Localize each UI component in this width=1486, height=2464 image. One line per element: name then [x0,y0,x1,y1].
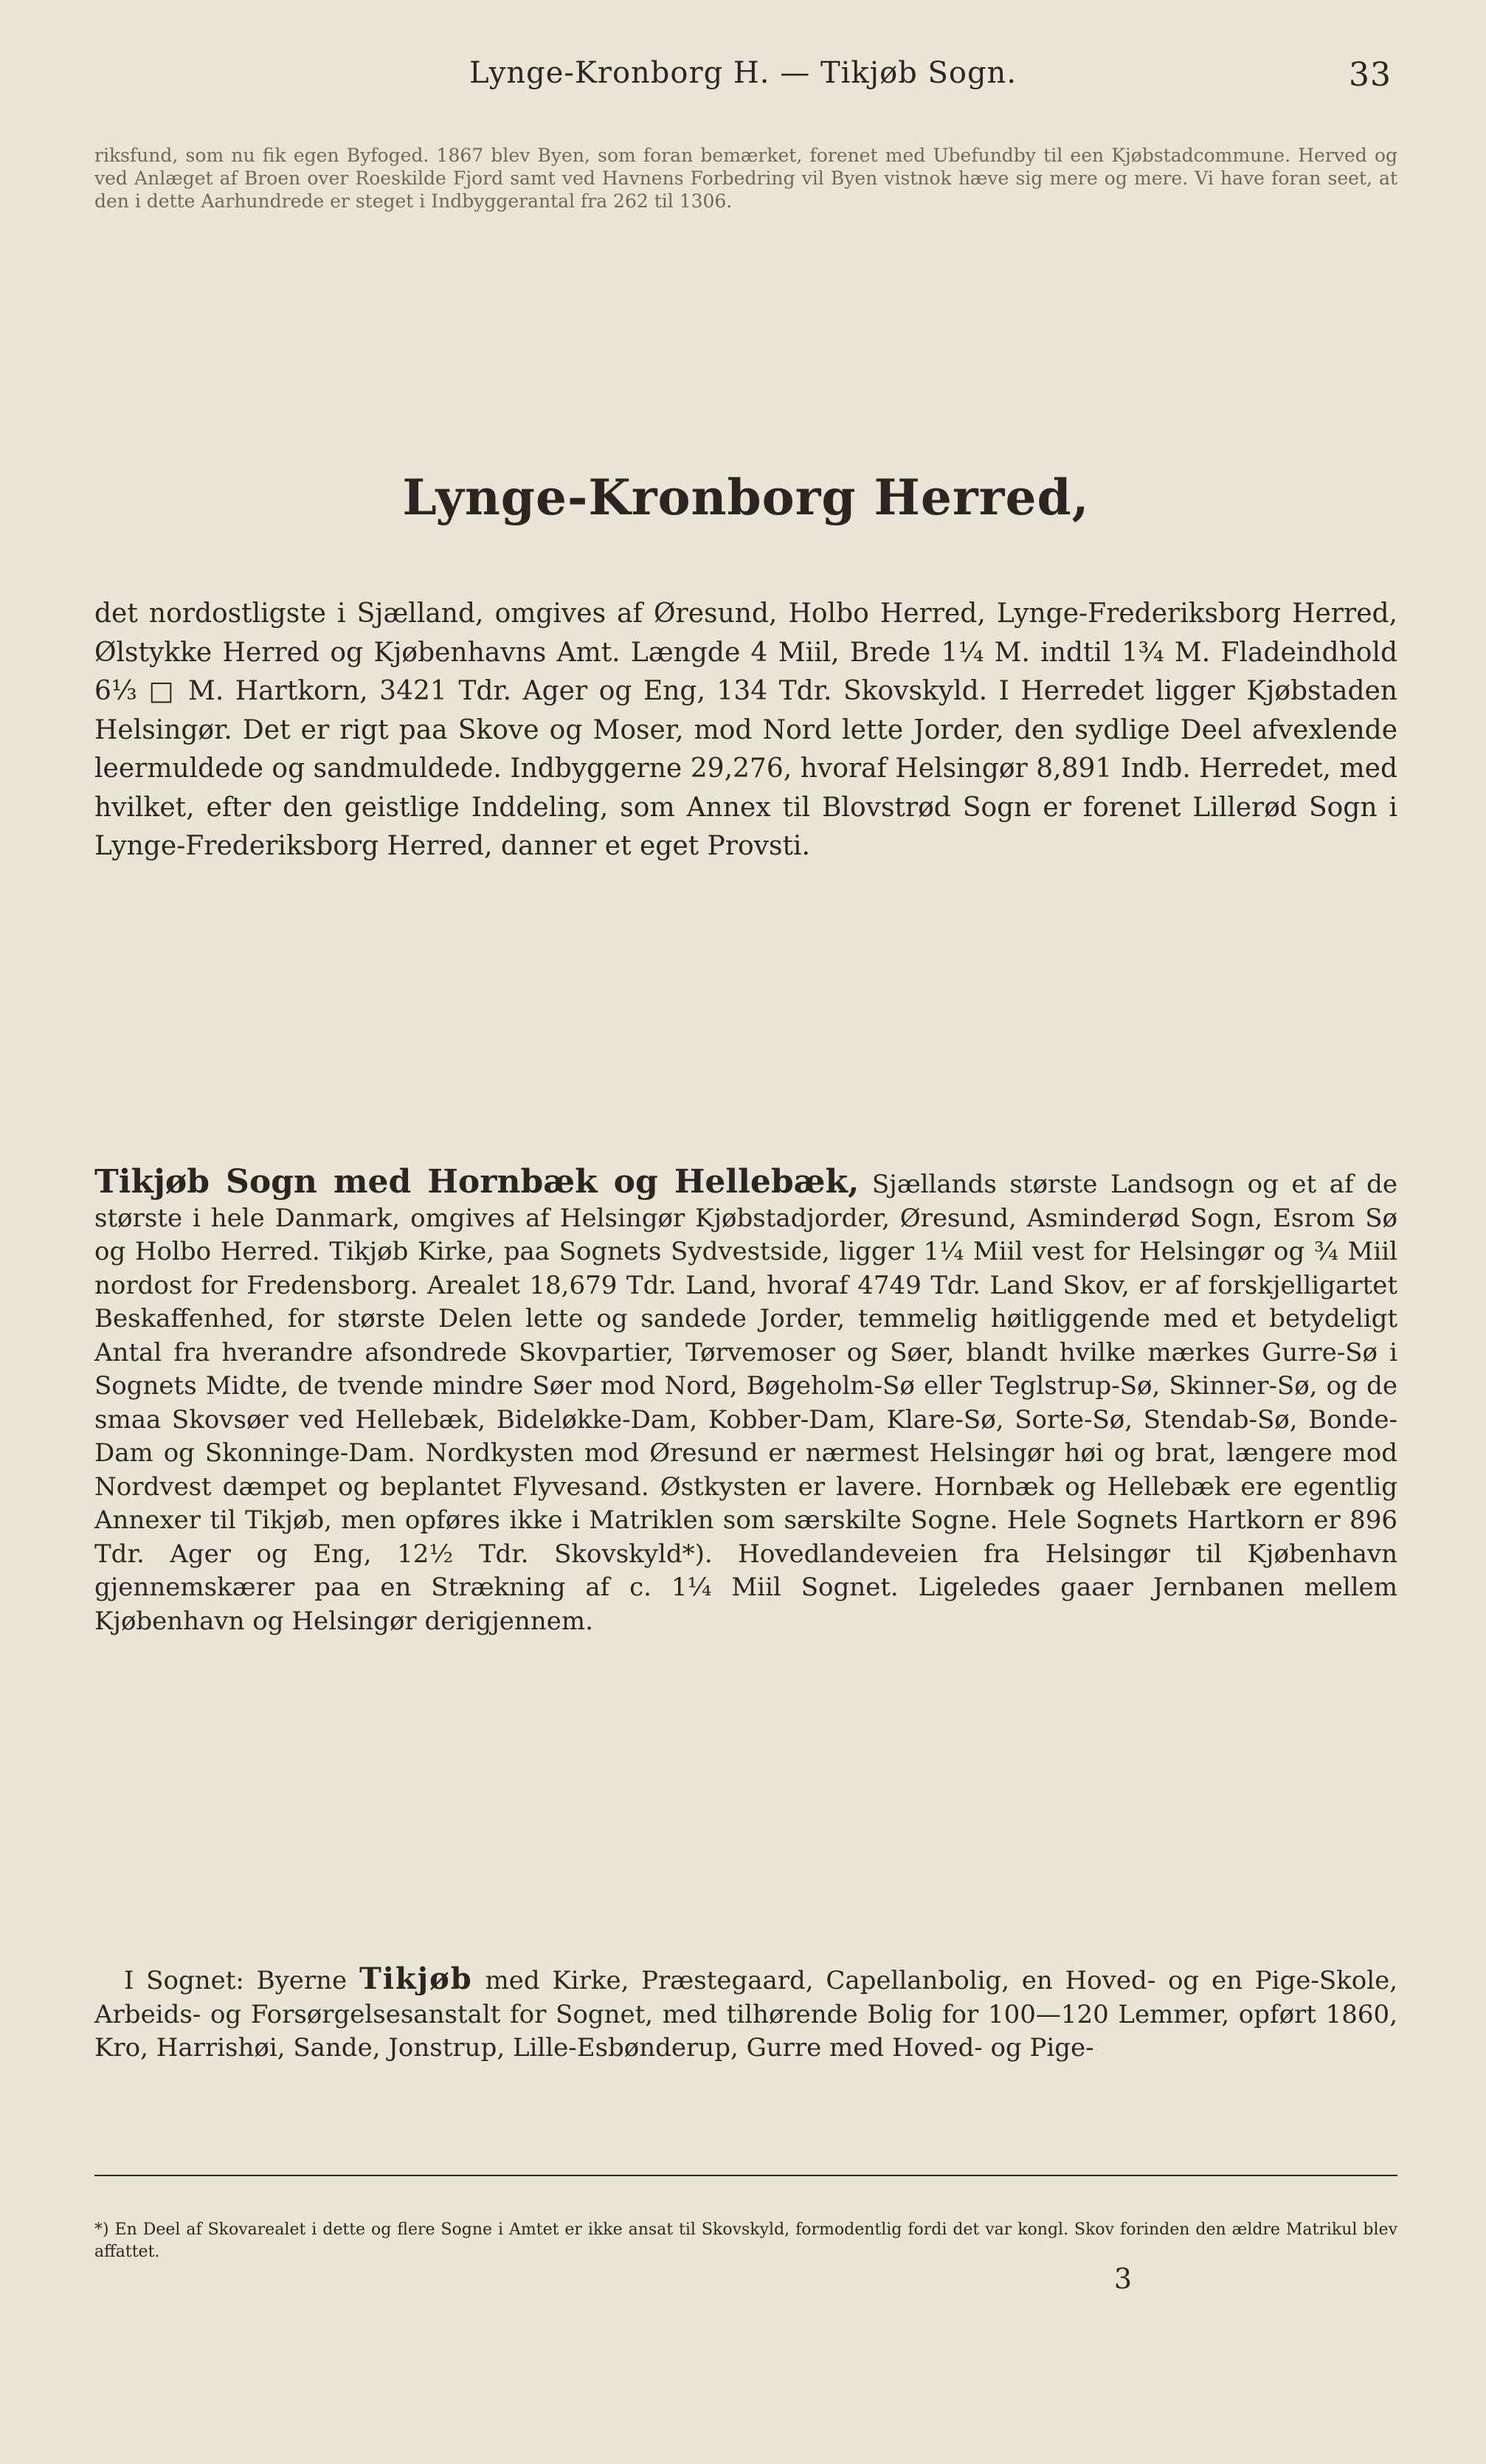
villages-rest: med Kirke, Præstegaard, Capellanbolig, en Hoved- og en Pige-Skole, Arbeids- og Forsørgelsesanstalt for Sognet, med tilhørende Bolig for 100—120 Lemmer, opført 1860, Kro, Harrishøi, Sande, Jonstrup, Lille-Esbønderup, Gurre med Hoved- og Pige- [94,1966,1397,2063]
footnote: *) En Deel af Skovarealet i dette og flere Sogne i Amtet er ikke ansat til Skovskyld, formodentlig fordi det var kongl. Skov forinden den ældre Matrikul blev affattet. [94,2220,1397,2261]
sogn-lead: Tikjøb Sogn med Hornbæk og Hellebæk, [94,1163,860,1201]
villages-prefix: I Sognet: Byerne [124,1966,348,1995]
signature-mark: 3 [1113,2263,1132,2295]
footnote-rule [94,2175,1397,2176]
village-name-tikjob: Tikjøb [359,1961,473,1996]
running-head [94,47,1392,99]
herred-paragraph: det nordostligste i Sjælland, omgives af Øresund, Holbo Herred, Lynge-Frederiksborg Herred, Ølstykke Herred og Kjøbenhavns Amt. Længde 4 Miil, Brede 1¼ M. indtil 1¾ M. Fladeindhold 6⅓ □ M. Hartkorn, 3421 Tdr. Ager og Eng, 134 Tdr. Skovskyld. I Herredet ligger Kjøbstaden Helsingør. Det er rigt paa Skove og Moser, mod Nord lette Jorder, den sydlige Deel afvexlende leermuldede og sandmuldede. Indbyggerne 29,276, hvoraf Helsingør 8,891 Indb. Herredet, med hvilket, efter den geistlige Inddeling, som Annex til Blovstrød Sogn er forenet Lillerød Sogn i Lynge-Frederiksborg Herred, danner et eget Provsti. [94,598,1397,861]
intro-paragraph: riksfund, som nu fik egen Byfoged. 1867 blev Byen, som foran bemærket, forenet med Ubefundby til een Kjøbstadcommune. Herved og ved Anlæget af Broen over Roeskilde Fjord samt ved Havnens Forbedring vil Byen vistnok hæve sig mere og mere. Vi have foran seet, at den i dette Aarhundrede er steget i Indbyggerantal fra 262 til 1306. [94,145,1397,212]
sogn-paragraph [94,1165,1397,1638]
villages-paragraph [94,1962,1397,2066]
page-number: 33 [1349,56,1392,94]
sogn-body: Sjællands største Landsogn og et af de største i hele Danmark, omgives af Helsingør Kjøbstadjorder, Øresund, Asminderød Sogn, Esrom Sø og Holbo Herred. Tikjøb Kirke, paa Sognets Sydvestside, ligger 1¼ Miil vest for Helsingør og ¾ Miil nordost for Fredensborg. Arealet 18,679 Tdr. Land, hvoraf 4749 Tdr. Land Skov, er af forskjelligartet Beskaffenhed, for største Delen lette og sandede Jorder, temmelig høitliggende med et betydeligt Antal fra hverandre afsondrede Skovpartier, Tørvemoser og Søer, blandt hvilke mærkes Gurre-Sø i Sognets Midte, de tvende mindre Søer mod Nord, Bøgeholm-Sø eller Teglstrup-Sø, Skinner-Sø, og de smaa Skovsøer ved Hellebæk, Bideløkke-Dam, Kobber-Dam, Klare-Sø, Sorte-Sø, Stendab-Sø, Bonde-Dam og Skonninge-Dam. Nordkysten mod Øresund er nærmest Helsingør høi og brat, længere mod Nordvest dæmpet og beplantet Flyvesand. Østkysten er lavere. Hornbæk og Hellebæk ere egentlig Annexer til Tikjøb, men opføres ikke i Matriklen som særskilte Sogne. Hele Sognets Hartkorn er 896 Tdr. Ager og Eng, 12½ Tdr. Skovskyld*). Hovedlandeveien fra Helsingør til Kjøbenhavn gjennemskærer paa en Strækning af c. 1¼ Miil Sognet. Ligeledes gaaer Jernbanen mellem Kjøbenhavn og Helsingør derigjennem. [94,1170,1398,1636]
running-head-title: Lynge-Kronborg H. — Tikjøb Sogn. [469,56,1017,90]
section-heading: Lynge-Kronborg Herred, [402,469,1090,526]
